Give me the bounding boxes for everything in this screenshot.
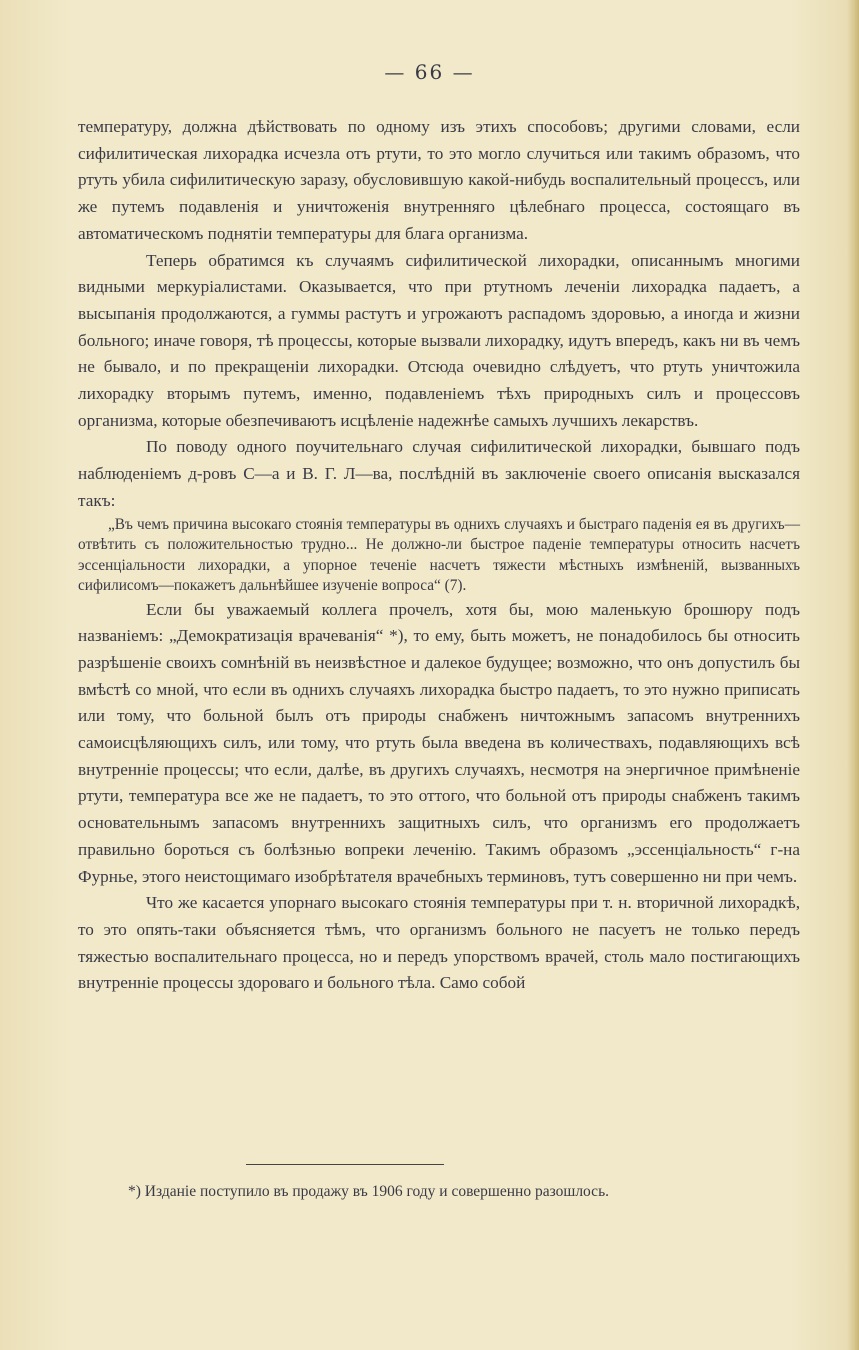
body-text [78, 114, 800, 997]
paragraph-3: По поводу одного поучительнаго случая сифилитической лихорадки, бывшаго подъ наблюденіемъ д-ровъ С—а и В. Г. Л—ва, послѣдній въ заключеніе своего описанія высказался такъ: [78, 437, 800, 510]
paragraph-4: Если бы уважаемый коллега прочелъ, хотя бы, мою маленькую брошюру подъ названіемъ: „Демократизація врачеванія“ *), то ему, быть можетъ, не понадобилось бы относить разрѣшеніе своихъ сомнѣній въ неизвѣстное и далекое будущее; возможно, что онъ допустилъ бы вмѣстѣ со мной, что если въ однихъ случаяхъ лихорадка быстро падаетъ, то это нужно приписать или тому, что больной былъ отъ природы снабженъ ничтожнымъ запасомъ внутреннихъ самоисцѣляющихъ силъ, или тому, что ртуть была введена въ количествахъ, подавляющихъ всѣ внутренніе процессы; что если, далѣе, въ другихъ случаяхъ, несмотря на энергичное примѣненіе ртути, температура все же не падаетъ, то это оттого, что больной отъ природы снабженъ такимъ основательнымъ запасомъ внутреннихъ защитныхъ силъ, что организмъ его продолжаетъ правильно бороться съ болѣзнью вопреки леченію. Такимъ образомъ „эссенціальность“ г-на Фурнье, этого неистощимаго изобрѣтателя врачебныхъ терминовъ, тутъ совершенно ни при чемъ. [78, 599, 800, 886]
page-number-header: — 66 — [384, 60, 475, 84]
page-edge-shadow [847, 0, 859, 1350]
paragraph-5: Что же касается упорнаго высокаго стоянія температуры при т. н. вторичной лихорадкѣ, то это опять-таки объясняется тѣмъ, что организмъ больного не пасуетъ не только передъ тяжестью воспалительнаго процесса, но и передъ упорствомъ врачей, столь мало постигающихъ внутренніе процессы здороваго и больного тѣла. Само собой [78, 893, 800, 993]
quotation-text: „Въ чемъ причина высокаго стоянія температуры въ однихъ случаяхъ и быстраго паденія ея въ другихъ—отвѣтить съ положительностью трудно... Не должно-ли быстрое паденіе температуры относить насчетъ эссенціальности лихорадки, а упорное теченіе насчетъ тяжести мѣстныхъ измѣненій, вызванныхъ сифилисомъ—покажетъ дальнѣйшее изученіе вопроса“ (7). [78, 515, 800, 595]
quotation-block [78, 515, 800, 597]
paragraph-2: Теперь обратимся къ случаямъ сифилитической лихорадки, описаннымъ многими видными меркуріалистами. Оказывается, что при ртутномъ леченіи лихорадка падаетъ, а высыпанія продолжаются, а гуммы растутъ и угрожаютъ распадомъ здоровью, а иногда и жизни больного; иначе говоря, тѣ процессы, которые вызвали лихорадку, идутъ впередъ, какъ ни въ чемъ не бывало, и по прекращеніи лихорадки. Отсюда очевидно слѣдуетъ, что ртуть уничтожила лихорадку вторымъ путемъ, именно, подавленіемъ тѣхъ природныхъ силъ и процессовъ организма, которые обезпечиваютъ исцѣленіе надежнѣе самыхъ лучшихъ лекарствъ. [78, 250, 800, 430]
footnote: *) Изданіе поступило въ продажу въ 1906 году и совершенно разошлось. [128, 1183, 610, 1200]
footnote-divider [246, 1164, 444, 1165]
paragraph-1: температуру, должна дѣйствовать по одному изъ этихъ способовъ; другими словами, если сифилитическая лихорадка исчезла отъ ртути, то это могло случиться или такимъ образомъ, что ртуть убила сифилитическую заразу, обусловившую какой-нибудь воспалительный процессъ, или же путемъ подавленія и уничтоженія внутренняго цѣлебнаго процесса, состоящаго въ автоматическомъ поднятіи температуры для блага организма. [78, 117, 800, 243]
